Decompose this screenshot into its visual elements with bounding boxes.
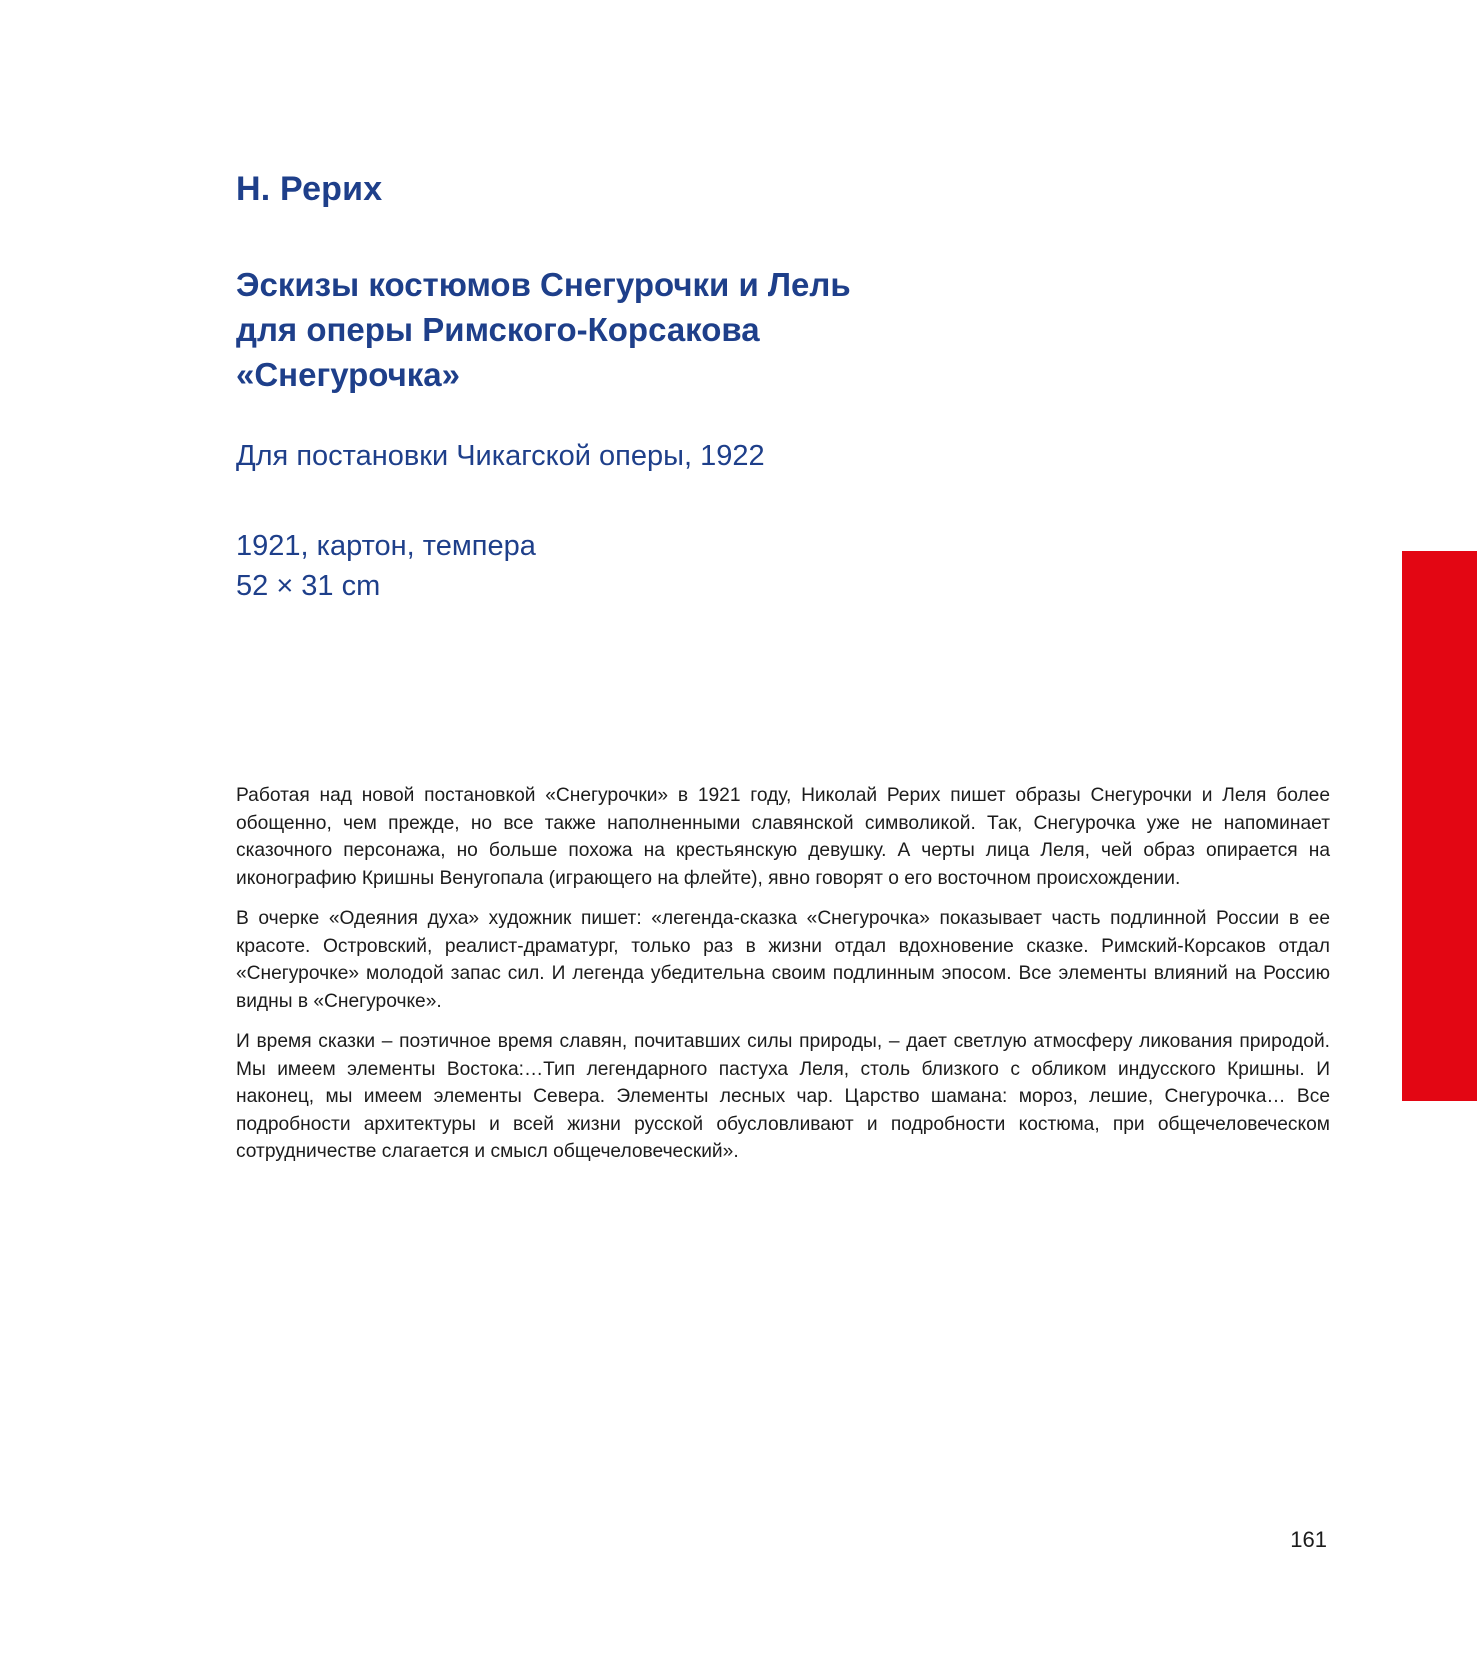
artwork-title-line-1: Эскизы костюмов Снегурочки и Лель <box>236 266 851 303</box>
body-paragraph-1: Работая над новой постановкой «Снегурочки» в 1921 году, Николай Рерих пишет образы Снегурочки и Леля более обощенно, чем прежде, но все также наполненными славянской символикой. Так, Снегурочка уже не напоминает сказочного персонажа, но больше похожа на крестьянскую девушку. А черты лица Леля, чей образ опирается на иконографию Кришны Венугопала (играющего на флейте), явно говорят о его восточном происхождении. <box>236 785 1330 889</box>
artist-name: Н. Рерих <box>236 170 383 208</box>
artwork-title <box>236 262 1136 397</box>
body-paragraph-3: И время сказки – поэтичное время славян, почитавших силы природы, – дает светлую атмосферу ликования природой. Мы имеем элементы Востока:…Тип легендарного пастуха Леля, столь близкого с обликом индусского Кришны. И наконец, мы имеем элементы Севера. Элементы лесных чар. Царство шамана: мороз, лешие, Снегурочка… Все подробности архитектуры и всей жизни русской обусловливают и подробности костюма, при общечеловеческом сотрудничестве слагается и смысл общечеловеческий». <box>236 1031 1330 1162</box>
page-number: 161 <box>1290 1527 1327 1552</box>
artwork-title-line-3: «Снегурочка» <box>236 356 461 393</box>
artwork-dimensions: 52 × 31 cm <box>236 570 381 602</box>
artwork-title-line-2: для оперы Римского-Корсакова <box>236 311 760 348</box>
production-note: Для постановки Чикагской оперы, 1922 <box>236 440 765 472</box>
body-text <box>236 782 1330 1179</box>
artwork-details <box>236 526 536 606</box>
artwork-date-medium: 1921, картон, темпера <box>236 530 536 562</box>
body-paragraph-2: В очерке «Одеяния духа» художник пишет: «легенда-сказка «Снегурочка» показывает часть подлинной России в ее красоте. Островский, реалист-драматург, только раз в жизни отдал вдохновение сказке. Римский-Корсаков отдал «Снегурочке» молодой запас сил. И легенда убедительна своим подлинным эпосом. Все элементы влияний на Россию видны в «Снегурочке». <box>236 908 1330 1012</box>
section-tab-marker <box>1402 551 1477 1101</box>
